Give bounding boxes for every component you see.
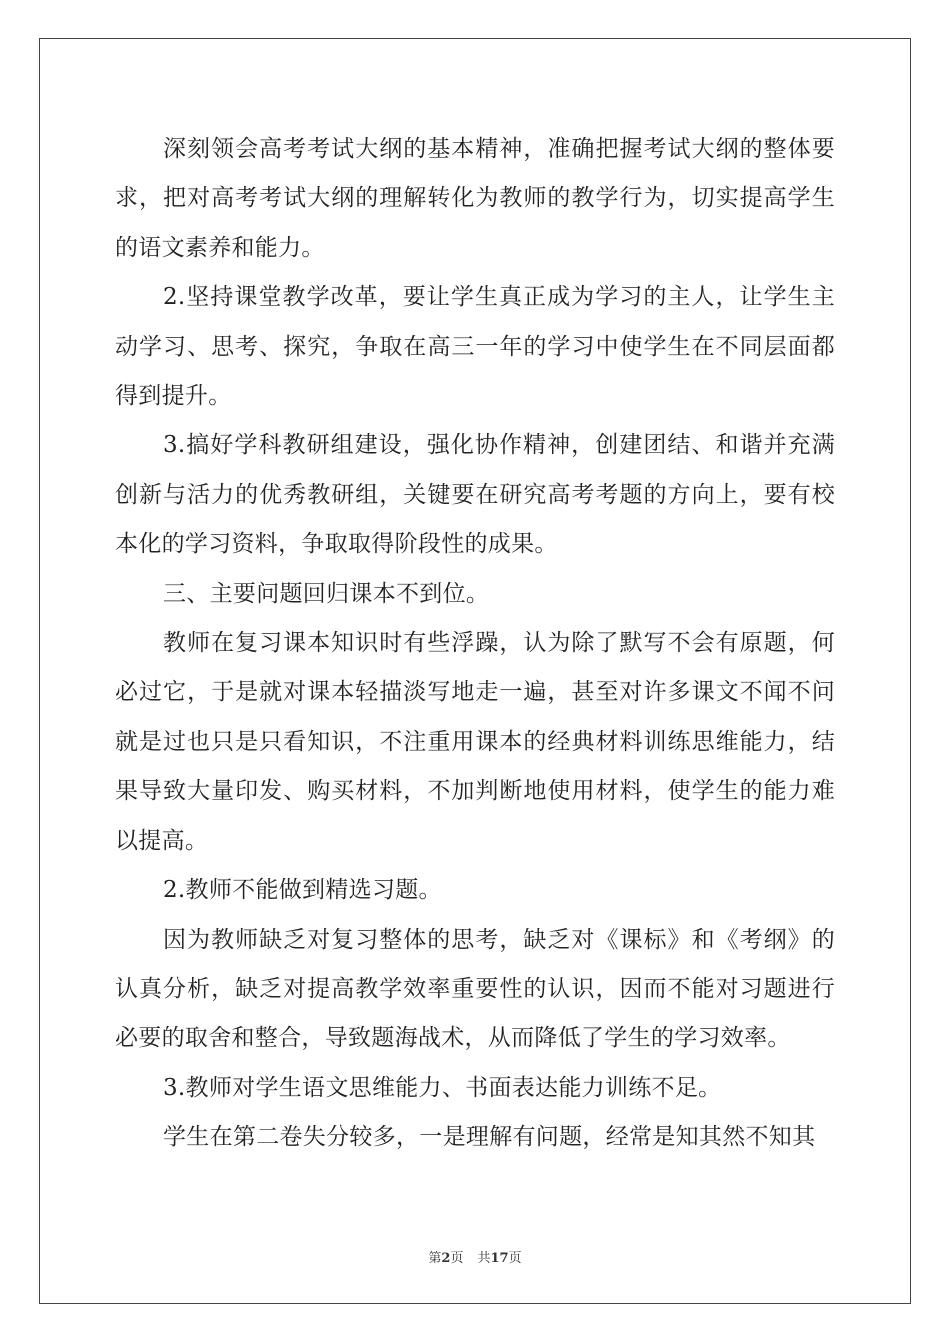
- current-page-number: 2: [441, 1251, 451, 1266]
- paragraph-7: 因为教师缺乏对复习整体的思考，缺乏对《课标》和《考纲》的认真分析，缺乏对提高教学效率重要性的认识，因而不能对习题进行必要的取舍和整合，导致题海战术，从而降低了学生的学习效率。: [115, 926, 835, 1052]
- page-prefix: 第: [428, 1251, 442, 1266]
- paragraph-3: 3.搞好学科教研组建设，强化协作精神，创建团结、和谐并充满创新与活力的优秀教研组，关键要在研究高考考题的方向上，要有校本化的学习资料，争取取得阶段性的成果。: [115, 432, 835, 558]
- paragraph-9: 学生在第二卷失分较多，一是理解有问题，经常是知其然不知其: [163, 1124, 816, 1151]
- total-prefix: 共: [477, 1251, 491, 1266]
- page-suffix: 页: [450, 1251, 464, 1266]
- section-heading-3: 三、主要问题回归课本不到位。: [163, 580, 490, 607]
- total-suffix: 页: [508, 1251, 522, 1266]
- total-page-count: 17: [490, 1251, 509, 1266]
- document-body: [115, 125, 835, 1163]
- paragraph-2: 2.坚持课堂教学改革，要让学生真正成为学习的主人，让学生主动学习、思考、探究，争取在高三一年的学习中使学生在不同层面都得到提升。: [115, 284, 835, 410]
- paragraph-1: 深刻领会高考考试大纲的基本精神，准确把握考试大纲的整体要求，把对高考考试大纲的理解转化为教师的教学行为，切实提高学生的语文素养和能力。: [115, 136, 835, 261]
- paragraph-8: 3.教师对学生语文思维能力、书面表达能力训练不足。: [163, 1074, 722, 1101]
- paragraph-5: 教师在复习课本知识时有些浮躁，认为除了默写不会有原题，何必过它，于是就对课本轻描淡写地走一遍，甚至对许多课文不闻不问就是过也只是只看知识，不注重用课本的经典材料训练思维能力，结果导致大量印发、购买材料，不加判断地使用材料，使学生的能力难以提高。: [115, 630, 835, 854]
- page-footer: [0, 1247, 950, 1266]
- paragraph-6: 2.教师不能做到精选习题。: [163, 877, 442, 904]
